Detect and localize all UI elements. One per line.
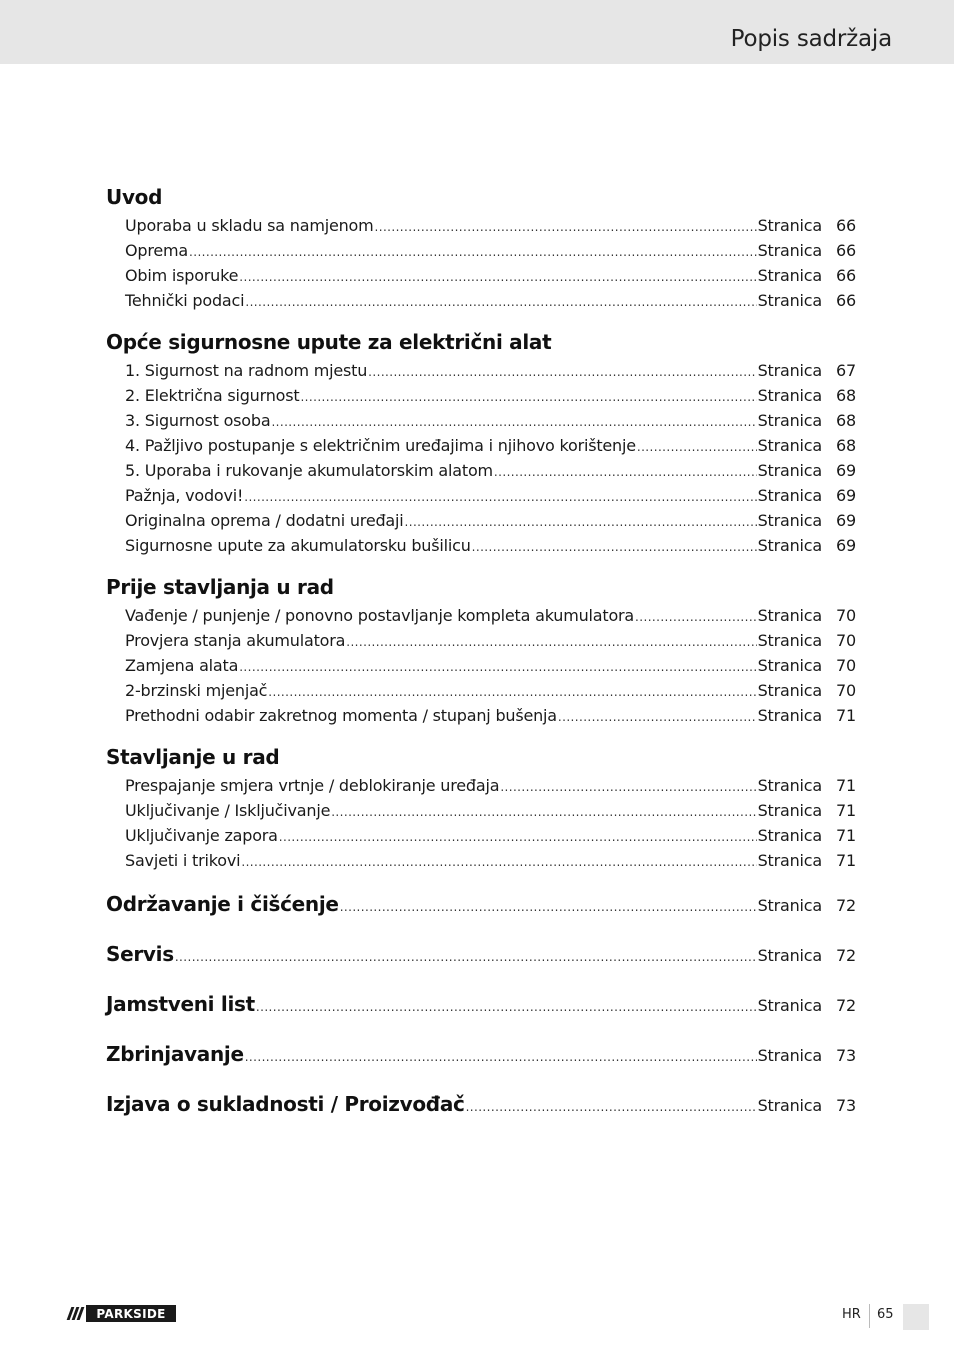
toc-page-number: 71 bbox=[836, 776, 856, 795]
toc-heading-entry[interactable] bbox=[106, 886, 856, 923]
toc-entry-label: Uključivanje zapora bbox=[125, 826, 278, 845]
toc-leader bbox=[175, 939, 757, 976]
toc-page-word: Stranica bbox=[757, 511, 822, 530]
toc-leader bbox=[500, 775, 756, 800]
toc-heading-label: Jamstveni list bbox=[106, 992, 255, 1016]
toc-page-word: Stranica bbox=[757, 606, 822, 625]
parkside-logo bbox=[64, 1305, 176, 1322]
toc-page-number: 72 bbox=[836, 946, 856, 965]
toc-page-number: 73 bbox=[836, 1096, 856, 1115]
toc-page-word: Stranica bbox=[757, 681, 822, 700]
toc-page-number: 68 bbox=[836, 411, 856, 430]
language-code: HR bbox=[842, 1307, 861, 1322]
toc-leader bbox=[256, 989, 757, 1026]
toc-leader bbox=[558, 705, 757, 730]
toc-page-number: 69 bbox=[836, 511, 856, 530]
toc-page-number: 70 bbox=[836, 606, 856, 625]
toc-page-number: 68 bbox=[836, 386, 856, 405]
toc-leader bbox=[346, 630, 756, 655]
toc-page-number: 72 bbox=[836, 896, 856, 915]
toc-entry[interactable] bbox=[125, 238, 856, 263]
toc-page-word: Stranica bbox=[757, 216, 822, 235]
toc-section-safety bbox=[106, 326, 856, 558]
toc-page-number: 71 bbox=[836, 851, 856, 870]
toc-page-word: Stranica bbox=[757, 631, 822, 650]
toc-leader bbox=[405, 510, 757, 535]
toc-page-number: 69 bbox=[836, 536, 856, 555]
page-number: 65 bbox=[877, 1307, 894, 1322]
toc-entry-label: 3. Sigurnost osoba bbox=[125, 411, 271, 430]
toc-page-number: 71 bbox=[836, 706, 856, 725]
toc-entry-label: Savjeti i trikovi bbox=[125, 851, 241, 870]
logo-text: PARKSIDE bbox=[96, 1306, 166, 1321]
toc-leader bbox=[189, 240, 757, 265]
toc-entry-label: Obim isporuke bbox=[125, 266, 239, 285]
toc-leader bbox=[279, 825, 757, 850]
toc-entry[interactable] bbox=[125, 288, 856, 313]
toc-page-number: 68 bbox=[836, 436, 856, 455]
toc-page-number: 66 bbox=[836, 291, 856, 310]
toc-entry-label: Oprema bbox=[125, 241, 189, 260]
toc-leader bbox=[241, 850, 756, 875]
toc-entry[interactable] bbox=[125, 703, 856, 728]
toc-leader bbox=[368, 360, 756, 385]
toc-leader bbox=[271, 410, 756, 435]
toc-page-number: 71 bbox=[836, 801, 856, 820]
toc-heading-label: Održavanje i čišćenje bbox=[106, 892, 339, 916]
toc-page-word: Stranica bbox=[757, 266, 822, 285]
toc-entry-label: Zamjena alata bbox=[125, 656, 239, 675]
toc-entry[interactable] bbox=[125, 798, 856, 823]
toc-leader bbox=[244, 485, 756, 510]
toc-page-word: Stranica bbox=[757, 1046, 822, 1065]
toc-leader bbox=[340, 889, 757, 926]
toc-entry-label: Vađenje / punjenje / ponovno postavljanje kompleta akumulatora bbox=[125, 606, 635, 625]
toc-entry[interactable] bbox=[125, 773, 856, 798]
toc-section-operation bbox=[106, 741, 856, 873]
toc-leader bbox=[239, 265, 756, 290]
toc-leader bbox=[466, 1089, 757, 1126]
toc-page-word: Stranica bbox=[757, 241, 822, 260]
toc-entry[interactable] bbox=[125, 628, 856, 653]
toc-entry[interactable] bbox=[125, 848, 856, 873]
toc-heading-label: Zbrinjavanje bbox=[106, 1042, 244, 1066]
toc-section-heading: Opće sigurnosne upute za električni alat bbox=[106, 330, 552, 354]
toc-entry-label: Uključivanje / Isključivanje bbox=[125, 801, 331, 820]
toc-page-word: Stranica bbox=[757, 291, 822, 310]
toc-entry-label: Uporaba u skladu sa namjenom bbox=[125, 216, 374, 235]
toc-entry[interactable] bbox=[125, 213, 856, 238]
toc-entry-label: Originalna oprema / dodatni uređaji bbox=[125, 511, 404, 530]
toc-entry-label: Prespajanje smjera vrtnje / deblokiranje uređaja bbox=[125, 776, 500, 795]
toc-section-heading: Stavljanje u rad bbox=[106, 745, 280, 769]
toc-page-number: 69 bbox=[836, 486, 856, 505]
toc-entry[interactable] bbox=[125, 433, 856, 458]
footer-divider bbox=[869, 1304, 870, 1328]
toc-entry[interactable] bbox=[125, 483, 856, 508]
toc-entry[interactable] bbox=[125, 458, 856, 483]
toc-section-heading: Uvod bbox=[106, 185, 163, 209]
toc-page-number: 67 bbox=[836, 361, 856, 380]
toc-heading-entry[interactable] bbox=[106, 986, 856, 1023]
toc-leader bbox=[472, 535, 757, 560]
toc-page-word: Stranica bbox=[757, 1096, 822, 1115]
toc-heading-entry[interactable] bbox=[106, 1036, 856, 1073]
toc-page-word: Stranica bbox=[757, 436, 822, 455]
toc-page-word: Stranica bbox=[757, 851, 822, 870]
toc-entry[interactable] bbox=[125, 823, 856, 848]
toc-section-uvod bbox=[106, 181, 856, 313]
toc-leader bbox=[637, 435, 757, 460]
toc-page-number: 70 bbox=[836, 631, 856, 650]
toc-page-word: Stranica bbox=[757, 826, 822, 845]
toc-page-number: 66 bbox=[836, 216, 856, 235]
toc-entry[interactable] bbox=[125, 383, 856, 408]
toc-leader bbox=[331, 800, 756, 825]
toc-page-number: 72 bbox=[836, 996, 856, 1015]
toc-page-word: Stranica bbox=[757, 996, 822, 1015]
toc-leader bbox=[375, 215, 757, 240]
toc-page-number: 71 bbox=[836, 826, 856, 845]
toc-leader bbox=[239, 655, 756, 680]
toc-entry-label: Prethodni odabir zakretnog momenta / stupanj bušenja bbox=[125, 706, 557, 725]
table-of-contents bbox=[106, 181, 856, 1136]
toc-entry-label: Provjera stanja akumulatora bbox=[125, 631, 346, 650]
toc-page-word: Stranica bbox=[757, 896, 822, 915]
toc-page-number: 70 bbox=[836, 681, 856, 700]
toc-page-word: Stranica bbox=[757, 946, 822, 965]
logo-stripes-icon bbox=[64, 1305, 86, 1322]
header-bar bbox=[0, 0, 954, 64]
toc-heading-label: Servis bbox=[106, 942, 174, 966]
toc-page-word: Stranica bbox=[757, 776, 822, 795]
toc-entry-label: Sigurnosne upute za akumulatorsku bušilicu bbox=[125, 536, 471, 555]
toc-page-word: Stranica bbox=[757, 536, 822, 555]
toc-page-word: Stranica bbox=[757, 706, 822, 725]
toc-leader bbox=[635, 605, 757, 630]
toc-leader bbox=[245, 1039, 757, 1076]
toc-entry-label: Pažnja, vodovi! bbox=[125, 486, 244, 505]
toc-page-word: Stranica bbox=[757, 361, 822, 380]
toc-entry[interactable] bbox=[125, 653, 856, 678]
toc-entry-label: 2. Električna sigurnost bbox=[125, 386, 300, 405]
toc-page-word: Stranica bbox=[757, 411, 822, 430]
toc-entry[interactable] bbox=[125, 508, 856, 533]
toc-heading-label: Izjava o sukladnosti / Proizvođač bbox=[106, 1092, 465, 1116]
toc-entry-label: 1. Sigurnost na radnom mjestu bbox=[125, 361, 368, 380]
footer-tab-marker bbox=[903, 1304, 929, 1330]
toc-entry-label: 2-brzinski mjenjač bbox=[125, 681, 268, 700]
toc-entry-label: Tehnički podaci bbox=[125, 291, 245, 310]
toc-page-word: Stranica bbox=[757, 656, 822, 675]
toc-entry-label: 4. Pažljivo postupanje s električnim uređajima i njihovo korištenje bbox=[125, 436, 636, 455]
toc-entry[interactable] bbox=[125, 263, 856, 288]
toc-section-heading: Prije stavljanja u rad bbox=[106, 575, 334, 599]
toc-page-number: 69 bbox=[836, 461, 856, 480]
toc-leader bbox=[494, 460, 757, 485]
toc-entry[interactable] bbox=[125, 533, 856, 558]
toc-leader bbox=[300, 385, 756, 410]
toc-leader bbox=[268, 680, 756, 705]
toc-page-word: Stranica bbox=[757, 801, 822, 820]
toc-entry[interactable] bbox=[125, 358, 856, 383]
toc-leader bbox=[245, 290, 756, 315]
toc-entry[interactable] bbox=[125, 678, 856, 703]
toc-heading-entry[interactable] bbox=[106, 1086, 856, 1123]
toc-page-number: 66 bbox=[836, 266, 856, 285]
toc-page-number: 66 bbox=[836, 241, 856, 260]
toc-page-number: 70 bbox=[836, 656, 856, 675]
toc-entry-label: 5. Uporaba i rukovanje akumulatorskim alatom bbox=[125, 461, 493, 480]
toc-page-word: Stranica bbox=[757, 461, 822, 480]
toc-heading-entry[interactable] bbox=[106, 936, 856, 973]
page-title: Popis sadržaja bbox=[730, 26, 892, 52]
toc-page-word: Stranica bbox=[757, 486, 822, 505]
toc-page-number: 73 bbox=[836, 1046, 856, 1065]
toc-page-word: Stranica bbox=[757, 386, 822, 405]
toc-section-before-use bbox=[106, 571, 856, 728]
toc-entry[interactable] bbox=[125, 408, 856, 433]
toc-entry[interactable] bbox=[125, 603, 856, 628]
